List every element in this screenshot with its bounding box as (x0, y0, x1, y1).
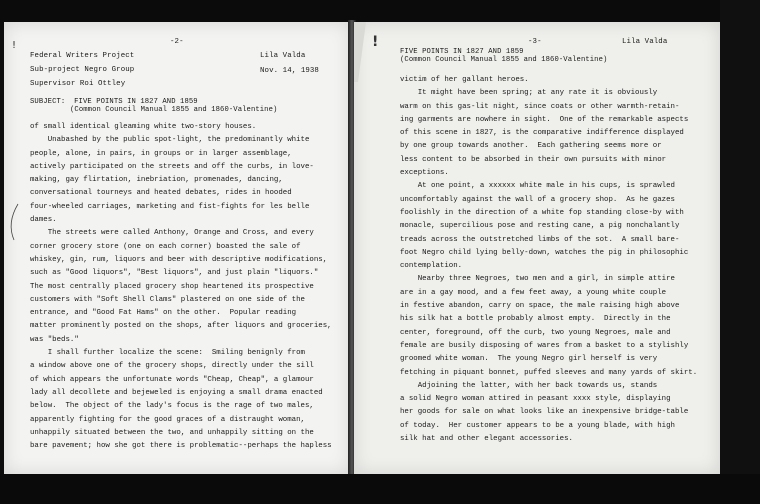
text-line: groomed white woman. The young Negro girl herself is very (400, 355, 658, 364)
text-line: her goods for sale on what looks like an inexpensive bridge-table (400, 408, 689, 417)
text-line: warm on this gas-lit night, since coats or other warmth-retain- (400, 102, 680, 111)
text-line: foot Negro child lying belly-down, watches the pig in philosophic (400, 248, 689, 257)
text-line: The most centrally placed grocery shop heartened its prospective (30, 282, 314, 291)
subject-source: (Common Council Manual 1855 and 1860-Valentine) (70, 106, 278, 114)
text-line: entrance, and "Good Fat Hams" on the other. Popular reading (30, 309, 297, 318)
text-line: in festive abandon, carry on space, the male raising high above (400, 302, 680, 311)
margin-pencil-mark-right: ! (372, 34, 379, 50)
text-line: by one group towards another. Each gathering seems more or (400, 142, 662, 151)
text-line: of which appears the unfortunate words "Cheap, Cheap", a glamour (30, 375, 314, 384)
text-line: people, alone, in pairs, in groups or in larger assemblage, (30, 149, 292, 158)
text-line: lady all decollete and bejeweled is enjoying a small drama enacted (30, 388, 323, 397)
text-line: uncomfortably against the wall of a grocery shop. As he gazes (400, 195, 675, 204)
text-line: below. The object of the lady's focus is the rage of two males, (30, 402, 314, 411)
subject-line: FIVE POINTS IN 1827 AND 1859 (400, 48, 524, 56)
text-line: making, gay flirtation, inebriation, promenades, dancing, (30, 176, 283, 185)
text-line: fetching in piquant bonnet, puffed sleeves and many yards of skirt. (400, 368, 698, 377)
text-line: treads across the outstretched limbs of the sot. A small bare- (400, 235, 680, 244)
text-line: At one point, a xxxxxx white male in his cups, is sprawled (400, 182, 675, 191)
text-line: bare pavement; how she got there is problematic--perhaps the hapless (30, 442, 332, 451)
text-line: conversational tourneys and heated debates, rides in hooded (30, 189, 292, 198)
scan-bottom-border (0, 474, 760, 504)
margin-scribble-left (4, 202, 24, 242)
text-line: whiskey, gin, rum, liquors and beer with descriptive modifications, (30, 255, 328, 264)
text-line: corner grocery store (one on each corner) boasted the sale of (30, 242, 301, 251)
text-line: center, foreground, off the curb, two young Negroes, male and (400, 328, 671, 337)
text-line: of small identical gleaming white two-story houses. (30, 123, 257, 131)
text-line: four-wheeled carriages, marketing and fist-fights for les belle (30, 202, 310, 211)
document-date: Nov. 14, 1938 (260, 67, 319, 75)
margin-pencil-mark-left: ! (12, 40, 17, 51)
org-line-3: Supervisor Roi Ottley (30, 80, 126, 88)
text-line: are in a gay mood, and a few feet away, a young white couple (400, 288, 667, 297)
text-line: contemplation. (400, 262, 463, 271)
text-line: dames. (30, 216, 57, 225)
text-line: of this scene in 1827, is the comparative indifference displayed (400, 129, 684, 138)
text-line: The streets were called Anthony, Orange and Cross, and every (30, 229, 314, 238)
text-line: female are busily disposing of wares from a basket to a stylishly (400, 341, 689, 350)
text-line: actively participated on the streets and off the curbs, in love- (30, 162, 314, 171)
text-line: a window above one of the grocery shops, directly under the sill (30, 362, 314, 371)
text-line: foolishly in the direction of a white fop standing close-by with (400, 208, 684, 217)
text-line: matter prominently posted on the shops, after liquors and groceries, (30, 322, 332, 331)
text-line: a solid Negro woman attired in peasant xxxx style, displaying (400, 395, 671, 404)
author-name: Lila Valda (622, 38, 668, 46)
scan-right-border (720, 0, 760, 504)
right-body-text (400, 74, 697, 446)
left-page (4, 22, 350, 474)
org-line-2: Sub-project Negro Group (30, 66, 135, 74)
text-line: less content to be absorbed in their own pursuits with minor (400, 155, 667, 164)
text-line: of today. Her customer appears to be a young blade, with high (400, 421, 675, 430)
text-line: monacle, supercilious pose and resting cane, a pig nonchalantly (400, 222, 680, 231)
text-line: Nearby three Negroes, two men and a girl, in simple attire (400, 275, 675, 284)
text-line: his silk hat a bottle probably almost empty. Directly in the (400, 315, 671, 324)
author-name: Lila Valda (260, 52, 306, 60)
text-line: I shall further localize the scene: Smiling benignly from (30, 349, 305, 358)
text-line: customers with "Soft Shell Clams" plastered on one side of the (30, 295, 305, 304)
text-line: silk hat and other elegant accessories. (400, 435, 573, 444)
subject-line: SUBJECT: FIVE POINTS IN 1827 AND 1859 (30, 98, 198, 106)
left-body-text (30, 121, 332, 453)
right-page (354, 22, 720, 474)
org-line-1: Federal Writers Project (30, 52, 135, 60)
page-curl-shadow (354, 22, 368, 82)
text-line: exceptions. (400, 169, 449, 178)
text-line: It might have been spring; at any rate it is obviously (400, 89, 658, 98)
text-line: ing garments are nowhere in sight. One of the remarkable aspects (400, 115, 689, 124)
text-line: victim of her gallant heroes. (400, 76, 529, 84)
text-line: such as "Good liquors", "Best liquors", and just plain "liquors." (30, 269, 319, 278)
text-line: Adjoining the latter, with her back towards us, stands (400, 381, 658, 390)
text-line: apparently fighting for the good graces of a distraught woman, (30, 415, 305, 424)
text-line: unhappily situated between the two, and unhappily sitting on the (30, 428, 314, 437)
text-line: was "beds." (30, 335, 79, 344)
page-number: -3- (528, 38, 542, 46)
subject-source: (Common Council Manual 1855 and 1860-Valentine) (400, 56, 608, 64)
text-line: Unabashed by the public spot-light, the predominantly white (30, 136, 310, 145)
page-number: -2- (170, 38, 184, 46)
scan-top-border (0, 0, 760, 22)
